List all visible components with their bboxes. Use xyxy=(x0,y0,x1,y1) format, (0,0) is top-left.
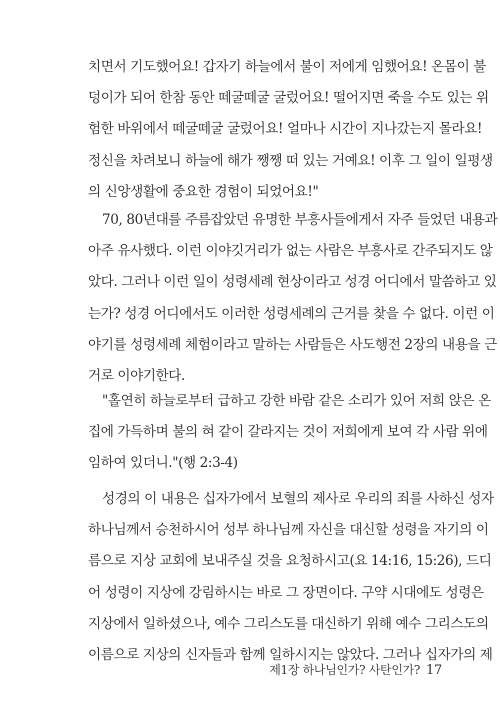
text-line: 하나님께서 승천하시어 성부 하나님께 자신을 대신할 성령을 자기의 이 xyxy=(88,522,489,539)
text-line: 이름으로 지상의 신자들과 함께 일하시지는 않았다. 그러나 십자가의 제 xyxy=(88,647,493,664)
text-line: 험한 바위에서 떼굴떼굴 굴렀어요! 얼마나 시간이 지나갔는지 몰라요! xyxy=(88,121,483,138)
text-line: 어 성령이 지상에 강림하시는 바로 그 장면이다. 구약 시대에도 성령은 xyxy=(88,584,484,601)
text-line: 집에 가득하며 불의 혀 같이 갈라지는 것이 저희에게 보여 각 사람 위에 xyxy=(88,424,488,441)
text-line: 임하여 있더니."(행 2:3-4) xyxy=(88,455,238,472)
text-line: 치면서 기도했어요! 갑자기 하늘에서 불이 저에게 임했어요! 온몸이 불 xyxy=(88,59,486,75)
paragraph-testimony-end xyxy=(88,52,493,208)
running-title: 제1장 하나님인가? 사탄인가? xyxy=(269,663,421,677)
text-line: 았다. 그러나 이런 일이 성령세례 현상이라고 성경 어디에서 말씀하고 있 xyxy=(88,274,497,291)
page-footer xyxy=(269,661,442,678)
paragraph-scripture-quote xyxy=(88,386,491,480)
text-line: 정신을 차려보니 하늘에 해가 쨍쨍 떠 있는 거예요! 이후 그 일이 일평생 xyxy=(88,152,493,169)
paragraph-pentecost-explanation xyxy=(88,484,494,671)
paragraph-revivalists xyxy=(88,205,498,392)
text-line: 름으로 지상 교회에 보내주실 것을 요청하시고(요 14:16, 15:26), 드디 xyxy=(88,553,492,570)
text-line: 덩이가 되어 한참 동안 떼굴떼굴 굴렀어요! 떨어지면 죽을 수도 있는 위 xyxy=(88,90,489,107)
text-line: 야기를 성령세례 체험이라고 말하는 사람들은 사도행전 2장의 내용을 근 xyxy=(88,336,497,353)
text-line: 는가? 성경 어디에서도 이러한 성령세례의 근거를 찾을 수 없다. 이런 이 xyxy=(88,305,495,322)
text-line: 성경의 이 내용은 십자가에서 보혈의 제사로 우리의 죄를 사하신 성자 xyxy=(102,491,494,507)
text-line: "홀연히 하늘로부터 급하고 강한 바람 같은 소리가 있어 저희 앉은 온 xyxy=(102,393,491,409)
text-line: 거로 이야기한다. xyxy=(88,368,185,385)
text-line: 지상에서 일하셨으나, 예수 그리스도를 대신하기 위해 예수 그리스도의 xyxy=(88,615,489,632)
text-line: 의 신앙생활에 중요한 경험이 되었어요!" xyxy=(88,183,319,200)
text-line: 70, 80년대를 주름잡았던 유명한 부흥사들에게서 자주 들었던 내용과 xyxy=(102,212,498,228)
text-line: 아주 유사했다. 이런 이야깃거리가 없는 사람은 부흥사로 간주되지도 않 xyxy=(88,243,493,260)
page-number: 17 xyxy=(426,663,442,678)
